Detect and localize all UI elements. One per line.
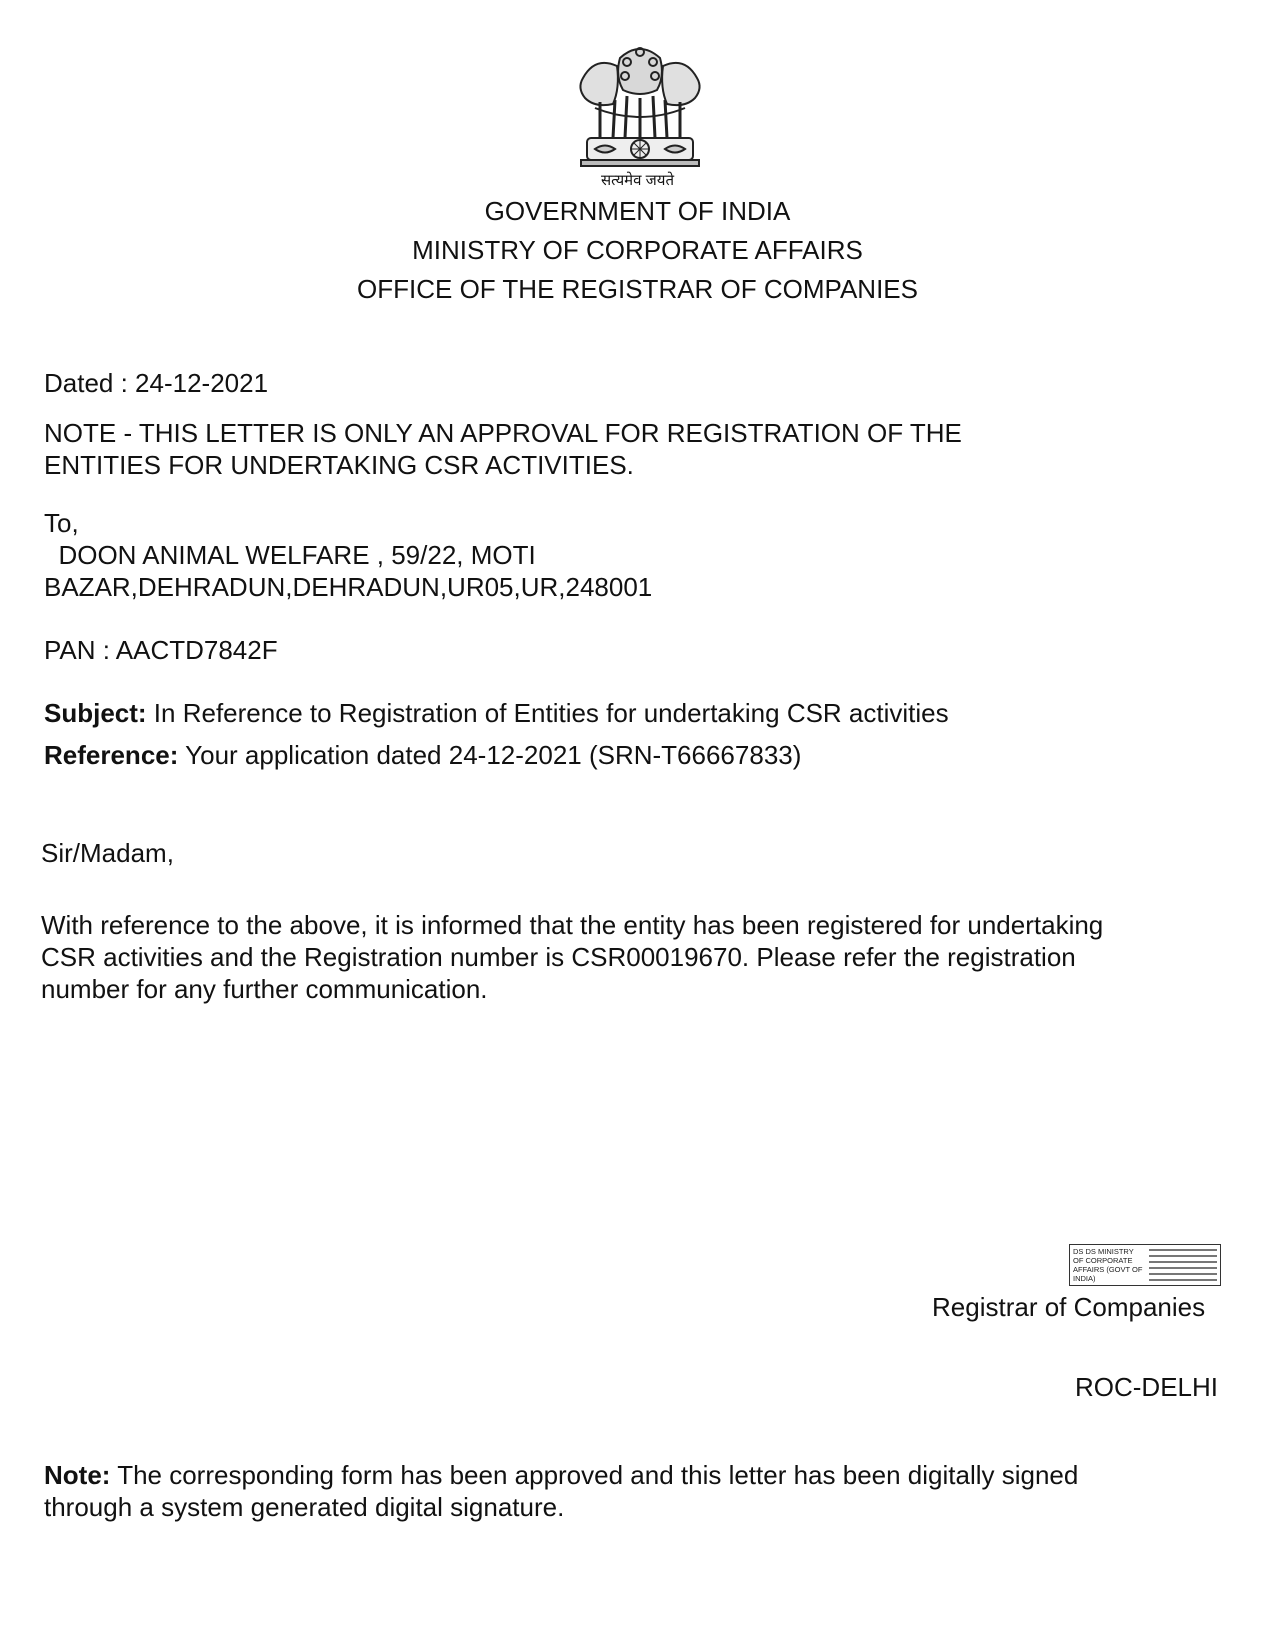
body-line2: CSR activities and the Registration number is CSR00019670. Please refer the registration [41,942,1076,972]
address-line1: DOON ANIMAL WELFARE , 59/22, MOTI [44,540,536,570]
subject-label: Subject: [44,698,147,728]
footer-note-text: The corresponding form has been approved and this letter has been digitally signed [110,1460,1079,1490]
registrar-office: ROC-DELHI [1075,1372,1219,1402]
body-line3: number for any further communication. [41,974,488,1004]
reference-text: Your application dated 24-12-2021 (SRN-T66667833) [178,740,802,770]
registrar-title: Registrar of Companies [932,1292,1206,1322]
approval-note-line2: ENTITIES FOR UNDERTAKING CSR ACTIVITIES. [44,450,634,480]
digital-signature-details [1145,1247,1217,1283]
body-line1: With reference to the above, it is informed that the entity has been registered for undertaking [41,910,1104,940]
approval-note-line1: NOTE - THIS LETTER IS ONLY AN APPROVAL FOR REGISTRATION OF THE [44,418,962,448]
digital-signature-text: DS DS MINISTRY OF CORPORATE AFFAIRS (GOVT OF INDIA) [1073,1247,1143,1283]
letter-date: Dated : 24-12-2021 [44,368,269,398]
pan-number: PAN : AACTD7842F [44,635,278,665]
footer-note-line1 [44,1460,1078,1490]
footer-note-label: Note: [44,1460,111,1490]
subject-text: In Reference to Registration of Entities for undertaking CSR activities [146,698,949,728]
reference-label: Reference: [44,740,179,770]
header-government: GOVERNMENT OF INDIA [484,196,791,226]
subject-line [44,698,949,728]
address-line2: BAZAR,DEHRADUN,DEHRADUN,UR05,UR,248001 [44,572,653,602]
reference-line [44,740,801,770]
salutation: Sir/Madam, [41,838,174,868]
emblem-motto: सत्यमेव जयते [600,172,675,189]
digital-signature-stamp [1069,1244,1221,1286]
header-ministry: MINISTRY OF CORPORATE AFFAIRS [412,235,863,265]
to-label: To, [44,508,79,538]
header-office: OFFICE OF THE REGISTRAR OF COMPANIES [357,274,918,304]
footer-note-line2: through a system generated digital signature. [44,1492,565,1522]
